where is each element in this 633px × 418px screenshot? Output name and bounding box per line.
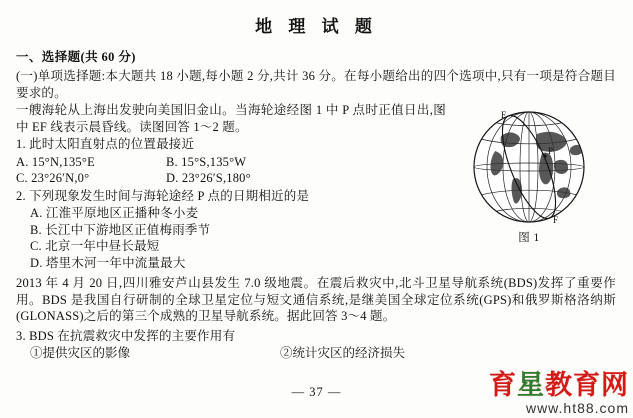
- question-2-option-c: C. 北京一年中昼长最短: [30, 239, 160, 253]
- section-subheading: (一)单项选择题:本大题共 18 小题,每小题 2 分,共计 36 分。在每小题给出的四个选项中,只有一项是符合题目要求的。: [16, 69, 616, 100]
- question-2-option-a: A. 江淮平原地区正播种冬小麦: [30, 206, 199, 220]
- figure-label-f: F: [553, 215, 559, 225]
- section-heading: 一、选择题(共 60 分): [16, 50, 136, 64]
- watermark-char-3: 教育网: [545, 370, 629, 400]
- watermark-char-2: 星: [517, 370, 545, 400]
- question-3-option-1: ①提供灾区的影像: [30, 346, 131, 360]
- globe-diagram: [449, 106, 609, 228]
- page-number: — 37 —: [291, 385, 342, 399]
- question-2-option-d: D. 塔里木河一年中流量最大: [30, 255, 186, 270]
- question-3-stem: 3. BDS 在抗震救灾中发挥的主要作用有: [16, 328, 236, 343]
- question-3-option-2: ②统计灾区的经济损失: [280, 346, 406, 360]
- passage-2: 2013 年 4 月 20 日,四川雅安芦山县发生 7.0 级地震。在震后救灾中,北斗卫星导航系统(BDS)发挥了重要作用。BDS 是我国自行研制的全球卫星定位与短文通信系统,是继美国全球定位系统(GPS)和俄罗斯格洛纳斯(GLONASS)之后的第三个成熟的卫星导航系统。据此回答 3～4 题。: [16, 276, 616, 323]
- question-block-1-2: [16, 102, 446, 271]
- figure-1-caption: 图 1: [518, 232, 540, 244]
- page-title: 地 理 试 题: [255, 17, 378, 36]
- question-2-stem: 2. 下列现象发生时间与海轮途经 P 点的日期相近的是: [16, 188, 310, 203]
- globe-svg: [449, 106, 609, 228]
- watermark-url: www.ht88.com: [525, 400, 629, 416]
- figure-label-e: E: [501, 110, 507, 120]
- figure-1: [443, 106, 615, 245]
- question-1-option-c: C. 23°26′N,0°: [16, 171, 90, 185]
- question-1-options-row-1: [16, 154, 446, 171]
- question-1-option-a: A. 15°N,135°E: [16, 154, 95, 169]
- point-p-marker: [543, 154, 546, 157]
- watermark-char-1: 育: [489, 370, 517, 400]
- figure-label-p: P: [548, 146, 554, 156]
- question-1-option-b: B. 15°S,135°W: [166, 154, 247, 169]
- question-2-option-b: B. 长江中下游地区正值梅雨季节: [30, 222, 211, 237]
- question-1-options-row-2: [16, 170, 446, 187]
- question-3-options-row: [16, 345, 550, 362]
- question-1-option-d: D. 23°26′S,180°: [166, 171, 251, 185]
- passage-1: 一艘海轮从上海出发驶向美国旧金山。当海轮途经图 1 中 P 点时正值日出,图中 EF 线表示晨昏线。读图回答 1～2 题。: [16, 103, 446, 134]
- question-1-stem: 1. 此时太阳直射点的位置最接近: [16, 137, 195, 151]
